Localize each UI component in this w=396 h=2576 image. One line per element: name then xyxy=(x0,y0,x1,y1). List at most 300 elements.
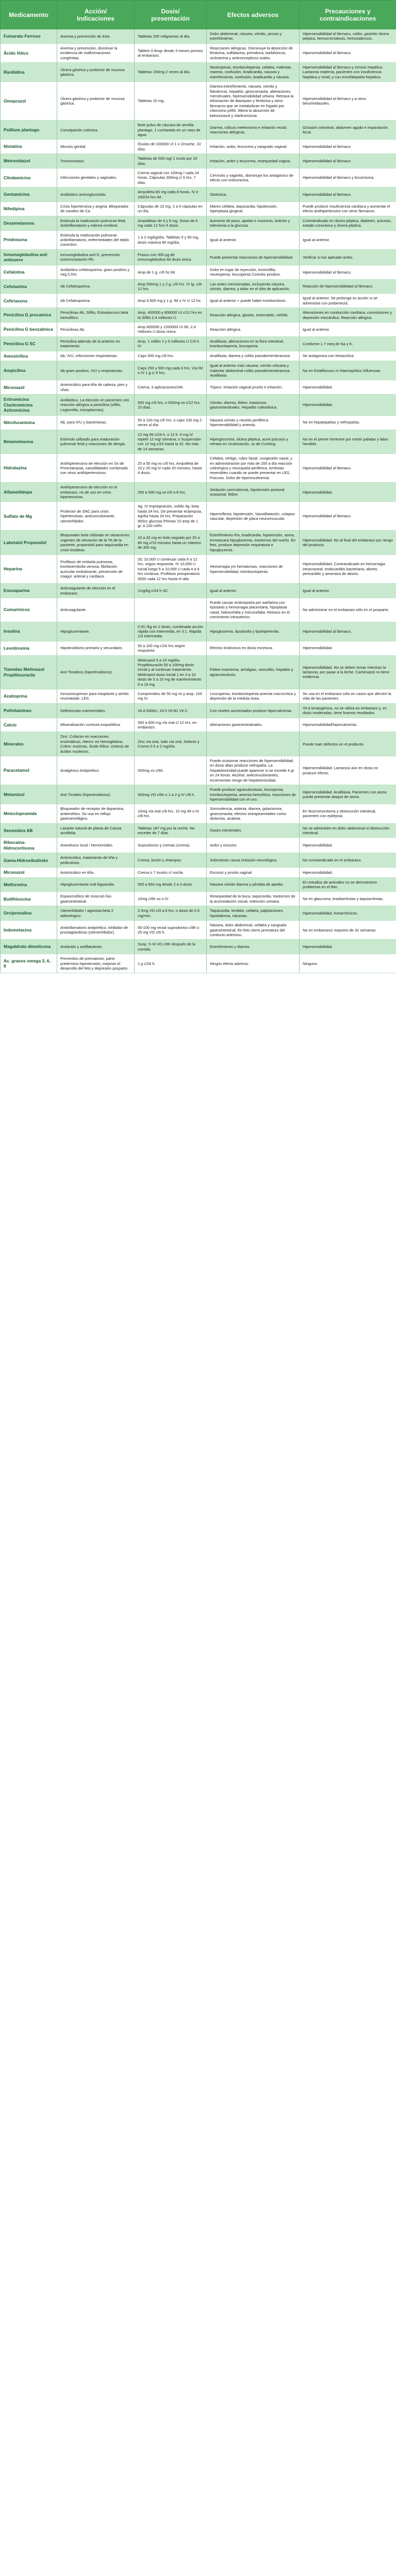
cell-dosis: Crema, 3 aplicaciones/24h. xyxy=(135,380,207,395)
table-row xyxy=(1,853,396,868)
cell-efectos: Náusea, dolor abdominal, cefalea y sangrado gastrointestinal. En feto cierre prematuro del conducto arterioso. xyxy=(207,921,300,940)
cell-dosis: 250 a 500 mg vo c/6 a 8 hrs. xyxy=(135,483,207,502)
cell-accion: Anticoagulante. xyxy=(57,598,135,622)
table-row xyxy=(1,294,396,308)
cell-accion: Constipación colónica. xyxy=(57,121,135,140)
cell-medicamento: Ceftriaxona xyxy=(1,294,57,308)
cell-accion: Antihipertensivo de elección en Sx de Preeclampsia, vasodilatador combinado con otros antihipertensivos. xyxy=(57,454,135,483)
table-row xyxy=(1,230,396,249)
cell-efectos: Con niveles aumentados produce hipercalcemia. xyxy=(207,703,300,718)
cell-medicamento: Insulina xyxy=(1,622,57,641)
cell-medicamento: Cumarínicos xyxy=(1,598,57,622)
cell-efectos: Ototóxica. xyxy=(207,188,300,202)
cell-precauciones: Hipersensibilidad. xyxy=(300,641,396,655)
table-row xyxy=(1,265,396,279)
cell-precauciones: Puede producir insuficiencia cardíaca y aumentar el efecto antihipertensivo con otros fármacos. xyxy=(300,201,396,216)
cell-medicamento: Labetalol Propanolol xyxy=(1,531,57,555)
cell-dosis: Metimazol 5 a 10 mg/día. Propiltiouracilo 50 a 100mg dosis inicial y al continuar tratamiento. Metimazol dosis inicial 1 en 3 a 10 dosis de 5 a 15 mg de mantenimiento 5 a 15 mg. xyxy=(135,655,207,689)
cell-precauciones: Hipersensibilidad. xyxy=(300,838,396,853)
cell-accion: Ab, para IVU y bacterianas. xyxy=(57,415,135,430)
table-row xyxy=(1,703,396,718)
cell-precauciones: Hipersensibilidad. xyxy=(300,868,396,878)
cell-efectos: Dolor abdominal, náusea, vómito, pirosis y estreñimiento. xyxy=(207,29,300,44)
cell-dosis: Vit A 5000U, 24 h Vit B1 Vit C. xyxy=(135,703,207,718)
cell-medicamento: Ac. grasos omega 3, 6, 9 xyxy=(1,954,57,973)
cell-accion: Inmunosupresor para trasplante y artritis reumatoide, LES. xyxy=(57,689,135,704)
cell-efectos: Puede presentar reacciones de hipersensibilidad. xyxy=(207,249,300,265)
cell-accion: Uteroinhibidor / agonista beta 2 adrenérgico. xyxy=(57,906,135,921)
cell-accion: Micosis genital. xyxy=(57,140,135,154)
cell-dosis: SC 10,000 U continuar cada 8 a 12 hrs, según respuesta. IV 10,000 U inicial luego 5 a 10,000 U cada 4 a 6 hrs continua. Profilaxis preoperatorio 5000 cada 12 hrs hasta el alta. xyxy=(135,555,207,584)
cell-medicamento: Metronidazol xyxy=(1,154,57,168)
cell-medicamento: Metformina xyxy=(1,877,57,892)
cell-accion: Analgésico Antipirético. xyxy=(57,756,135,785)
cell-dosis: Tabletas 20 mg. xyxy=(135,82,207,121)
cell-efectos: Igual al anterior más náusea, vómito urticaria y malestar abdominal colitis pseudomembranosa. Anafilaxia. xyxy=(207,361,300,380)
cell-efectos: Dolor en lugar de inyección, eosinofilia, neutropenia, leucopenia Coombs positivo. xyxy=(207,265,300,279)
cell-dosis: Crema, loción y shampoo. xyxy=(135,853,207,868)
cell-dosis: Tablets 0.4mgr desde 3 meses previos al embarazo. xyxy=(135,43,207,62)
table-row xyxy=(1,804,396,823)
cell-efectos: Irritación, ardor y leucorrea, resequedad vagina. xyxy=(207,154,300,168)
cell-medicamento: Omeprazol xyxy=(1,82,57,121)
cell-efectos: Neutropenia, trombocitopenia, cefalea, malestar, mareos, confusión, bradicardia, nausea y estreñimiento, confusión, bradicardia y náusea. xyxy=(207,63,300,82)
table-row xyxy=(1,531,396,555)
cell-medicamento: Clindamicina xyxy=(1,168,57,187)
cell-dosis: 500mg vo c/6h. xyxy=(135,756,207,785)
cell-efectos: Puede causar embriopatía por warfarina con epistaxis y hemorragia placentaria, hipoplasia nasal, hidrocefalia y microcefalia. Retraso en el crecimiento intrauterino. xyxy=(207,598,300,622)
header-precauciones: Precauciones y contraindicaciones xyxy=(300,1,396,29)
cell-medicamento: Psillium plantago xyxy=(1,121,57,140)
cell-medicamento: Nifedipina xyxy=(1,201,57,216)
cell-medicamento: Ácido fólico xyxy=(1,43,57,62)
cell-accion: Úlcera gástrica y protector de mucosa gástrica. xyxy=(57,82,135,121)
cell-accion: Antibiótico cefalosporina, gram positivo y neg 0,5%. xyxy=(57,265,135,279)
cell-precauciones: No en hepatopatías y nefropatías. xyxy=(300,415,396,430)
table-row xyxy=(1,892,396,906)
cell-accion: Bloqueador beta Utilizado en situaciones urgentes de elevación de la TA de la paciente, propanolol para taquicardia en crisis tiroideas. xyxy=(57,531,135,555)
cell-precauciones: Hipersensibilidad al fármaco. xyxy=(300,188,396,202)
cell-precauciones: Igual al anterior. Se prolonga su acción si se administra con probenecid. xyxy=(300,294,396,308)
cell-accion: Anestésico local / hemorroides. xyxy=(57,838,135,853)
header-accion: Acción/ Indicaciones xyxy=(57,1,135,29)
cell-medicamento: Polivitaminas xyxy=(1,703,57,718)
cell-precauciones: Se usa en el embarazo sólo en casos que afecten la vida de las pacientes. xyxy=(300,689,396,704)
table-row xyxy=(1,655,396,689)
cell-medicamento: Amoxicilina xyxy=(1,351,57,361)
cell-efectos: Ningún efecto adverso. xyxy=(207,954,300,973)
table-row xyxy=(1,785,396,804)
cell-efectos: Hipoglucemia, lipoatrofia y lipohipertrofia. xyxy=(207,622,300,641)
cell-precauciones: Hipersensibilidad. xyxy=(300,395,396,416)
cell-precauciones: Hipersensibilidad. Antiarrítmicos. xyxy=(300,906,396,921)
table-row xyxy=(1,555,396,584)
cell-accion: Protector de SNC para crisis hipertensivas, anticonvulsivante, uteroinhibidor. xyxy=(57,502,135,531)
cell-dosis: Supositorios y cremas (crema). xyxy=(135,838,207,853)
cell-medicamento: Metoclopramida xyxy=(1,804,57,823)
cell-efectos: Hiperreflexia, hipotensión, Vasodilatación, colapso vascular, depresión de placa neuromuscular. xyxy=(207,502,300,531)
cell-dosis: Comprimidos de 50 mg vo y amp. 100 mg IV. xyxy=(135,689,207,704)
cell-precauciones: Hipersensibilidad al fármaco y a otros benzimidazoles. xyxy=(300,82,396,121)
cell-precauciones: Hipersensibilidad al fármaco. xyxy=(300,622,396,641)
cell-efectos: Anafilaxia, diarrea y colitis pseudomembranosa. xyxy=(207,351,300,361)
cell-accion: Inmunoglobulina anti D, prevención isoinmunización Rh. xyxy=(57,249,135,265)
cell-medicamento: Penicilina G benzatínica xyxy=(1,323,57,337)
table-row xyxy=(1,732,396,756)
table-row xyxy=(1,43,396,62)
cell-medicamento: Magaldrato dimeticona xyxy=(1,940,57,954)
cell-efectos: Reacciones alérgicas. Disminuye la absorción de fenitoína, sulfalazina, primidona, barbitúricos, nicloserina y anticonceptivos orales. xyxy=(207,43,300,62)
cell-medicamento: Eritromicina Claritromicina Azitromicina xyxy=(1,395,57,416)
cell-efectos: Estreñimiento y diarrea. xyxy=(207,940,300,954)
cell-efectos xyxy=(207,732,300,756)
cell-efectos: Diarrea estreñimiento, náusea, vómito y flatulencia, hepatitis, ginecomastia, alteraciones menstruales, hipersensibilidad urbana. Retrasa la eliminación de diazepam y fenitoína y otros fármacos que se metabolizan en hígado por citocromo p450. Altera la absorción de ketoconazol y claritromicina. xyxy=(207,82,300,121)
cell-medicamento: Calcio xyxy=(1,718,57,732)
cell-medicamento: Indometacina xyxy=(1,921,57,940)
cell-precauciones: Reacción de hipersensibilidad al fármaco. xyxy=(300,279,396,294)
cell-medicamento: Tiamidas Metimazol Propiltiouracilo xyxy=(1,655,57,689)
cell-dosis: 10mg c/6h vo o IV. xyxy=(135,892,207,906)
cell-dosis: 1 a 2 mg/kg/día. Tabletas 5 y 50 mg, dosis máxima 80 mg/día. xyxy=(135,230,207,249)
cell-accion: Infecciones genitales y vaginales. xyxy=(57,168,135,187)
cell-precauciones: Hipersensibilidad. xyxy=(300,380,396,395)
table-row xyxy=(1,483,396,502)
table-row xyxy=(1,906,396,921)
cell-dosis: Crema vaginal con 100mg / cada 24 horas. Cápsulas 300mg c/ 6 hrs, 7 días. xyxy=(135,168,207,187)
cell-accion: Estimula la maduración pulmonar antiinflamatorio, enfermedades del tejido conectivo. xyxy=(57,230,135,249)
cell-precauciones: Hipersensibilidad al fármaco. xyxy=(300,43,396,62)
cell-medicamento: Orciprenalina xyxy=(1,906,57,921)
cell-efectos: Alteraciones gastrointestinales. xyxy=(207,718,300,732)
cell-precauciones: Hipersensibilidad. Anafilaxia. Pacientes con asma puede presentar ataque de asma. xyxy=(300,785,396,804)
cell-medicamento: Prednisona xyxy=(1,230,57,249)
cell-accion: Ab Cefalosporina. xyxy=(57,294,135,308)
cell-dosis: Zinc vía oral, Iodo vía oral, Selenio y Cromo 0.5 a 2 mg/día. xyxy=(135,732,207,756)
table-row xyxy=(1,168,396,187)
cell-precauciones: No administrar en el embarazo sólo en el posparto. xyxy=(300,598,396,622)
cell-efectos: Cefalea, vértigo, rubor facial, congestión nasal, y en administración por más de 200 a día reacción colinérgica y neuropatía periférica. Arritmias reversibles cuando se puede presentar en LES. Psicosis. Dolor de hiperinsulinemia. xyxy=(207,454,300,483)
cell-medicamento: Nistatina xyxy=(1,140,57,154)
drug-table xyxy=(0,0,396,973)
cell-dosis: 500 a 850 mg desde 2 a 3 dosis. xyxy=(135,877,207,892)
cell-medicamento: Inmunoglobulina anti antisuero xyxy=(1,249,57,265)
cell-medicamento: Fumarato Ferroso xyxy=(1,29,57,44)
cell-efectos: Anafilaxia, alteraciones en la flora intestinal, trombocitopenia, leucopenia. xyxy=(207,336,300,351)
cell-medicamento: Nitrofurantoína xyxy=(1,415,57,430)
cell-medicamento: Metamizol xyxy=(1,785,57,804)
cell-dosis: Ampolleta 80 mg cada 8 horas. IV e 160/24 hrs IM. xyxy=(135,188,207,202)
cell-efectos: Mareo cefalea, taquicardia, hipotensión, hiperplasia gingival. xyxy=(207,201,300,216)
cell-dosis: Tabletas 150mg 2 veces al día. xyxy=(135,63,207,82)
cell-dosis: 300 a 600 mg vía oral c/ 12 hrs, en embarazo. xyxy=(135,718,207,732)
cell-medicamento: Cefotaxima xyxy=(1,279,57,294)
cell-accion: Antimicótico, tratamiento de tiña y pediculosis. xyxy=(57,853,135,868)
table-row xyxy=(1,584,396,598)
table-row xyxy=(1,430,396,454)
cell-efectos: Puede producir agranulocitosis, leucopenia, trombocitopenia, anemia hemolítica, reacciones de hipersensibilidad con el uso. xyxy=(207,785,300,804)
cell-dosis: Caps 250 y 500 mg cada 6 hrs. Vía IM o IV 1 g c/ 6 hrs. xyxy=(135,361,207,380)
cell-dosis: 1mg/kg c/24 h SC. xyxy=(135,584,207,598)
cell-precauciones: Hipersensibilidad. xyxy=(300,483,396,502)
cell-accion: Crisis hipertensiva y angina. Bloqueador de canales de Ca. xyxy=(57,201,135,216)
table-row xyxy=(1,140,396,154)
cell-accion: Laxante natural de planta de Cassia acutifolia. xyxy=(57,823,135,838)
table-row xyxy=(1,336,396,351)
cell-dosis: 50-100 mg rectal supositorios c/8h o 25 mg VO c/6 h. xyxy=(135,921,207,940)
cell-precauciones: Verificar si fue aplicado antes. xyxy=(300,249,396,265)
table-row xyxy=(1,121,396,140)
cell-efectos: Somnolencia, astenia, diarrea, galactorrea, ginecomastia, efectos extrapiramidales como distonías, acatisia. xyxy=(207,804,300,823)
header-row xyxy=(1,1,396,29)
table-header xyxy=(1,1,396,29)
cell-dosis: 10 a 20 mg en bolo seguido por 20 a 80 mg c/10 minutos hasta un máximo de 300 mg. xyxy=(135,531,207,555)
cell-efectos: Irritación, ardor, leucorrea y sangrado vaginal. xyxy=(207,140,300,154)
cell-medicamento: Levotiroxina xyxy=(1,641,57,655)
cell-accion: Estimulo utilizado para maduración pulmonar fetal y reacciones de alergia. xyxy=(57,430,135,454)
cell-precauciones: Contraindicado en úlcera péptica, diabetes, psicosis, estado convulsivo y úlcera péptica. xyxy=(300,216,396,230)
cell-dosis: Ag. IV impregnación, solido 4g, bota hasta 24 hrs. De presentar eclampsia, 4g/día hasta 24 hrs. Preparación 900cc glucosa 5%mas 10 amp de 1 gr. A 100 ml/hr. xyxy=(135,502,207,531)
table-row xyxy=(1,954,396,973)
cell-medicamento: Betametasona xyxy=(1,430,57,454)
cell-precauciones: Vit A teratogénica, no se utiliza en embarazo y, en dosis moderadas, tiene buenos resultados. xyxy=(300,703,396,718)
cell-dosis: Caps 500 mg c/8 hrs. xyxy=(135,351,207,361)
table-row xyxy=(1,877,396,892)
cell-dosis: Frasco con 300 µg de inmunoglobulina IM dosis única. xyxy=(135,249,207,265)
cell-efectos: Resequedad de la boca, taquicardia, trastornos de la acomodación visual, retención urinaria. xyxy=(207,892,300,906)
cell-dosis: Bote polvo de cáscara de semilla plantago, 1 cucharada en un vaso de agua. xyxy=(135,121,207,140)
cell-precauciones: No en Estafilococo ni Haemophilus influenzae. xyxy=(300,361,396,380)
table-row xyxy=(1,823,396,838)
cell-efectos: Ardor y escozor. xyxy=(207,838,300,853)
cell-accion: Anti Tiroideos (hipertiroidismo). xyxy=(57,655,135,689)
cell-medicamento: Alfametildopa xyxy=(1,483,57,502)
cell-efectos: Sedación somnolencia, hipotensión postural ocasional, fiebre. xyxy=(207,483,300,502)
cell-medicamento: Gentamicina xyxy=(1,188,57,202)
cell-precauciones: Conforme 1.7 meq de Na y K. xyxy=(300,336,396,351)
cell-efectos: Hiperglucemia, úlcera péptica, acné psicosis y retraso en cicatrización, sx de Cushing. xyxy=(207,430,300,454)
table-row xyxy=(1,868,396,878)
cell-efectos: Cervicitis y vaginitis, disminuye los antagónico de efecto con eritromicina. xyxy=(207,168,300,187)
cell-accion: Zinc: Cofactor en reacciones enzimáticas, Hierro: en hemoglobina, Cobre: enzimas, Ácido fólico: síntesis de ácidos nucleicos. xyxy=(57,732,135,756)
table-row xyxy=(1,838,396,853)
cell-dosis: Amp 600000 y 1200000 UI IM, 2,4 millones U dosis única. xyxy=(135,323,207,337)
cell-dosis: Tabletas 200 miligramos al día. xyxy=(135,29,207,44)
cell-efectos: Estreñimiento frío, bradicardia, hipotensión, asma, enmascara hipoglucemia, trastornos del sueño. En feto, produce depresión respiratoria e hipoglucemia. xyxy=(207,531,300,555)
cell-dosis: Susp. 5 ml VO c/6h después de la comida. xyxy=(135,940,207,954)
cell-accion: Anticoagulante de elección en el embarazo. xyxy=(57,584,135,598)
cell-dosis: Crema o 7 óvulos c/ noche. xyxy=(135,868,207,878)
table-row xyxy=(1,63,396,82)
cell-dosis: Amp. 400000 y 800000 UI c/12 hrs en la Sífilis 2,4 millones U. xyxy=(135,308,207,323)
cell-precauciones: No en glaucoma, bradiarritmias y taquiarritmias. xyxy=(300,892,396,906)
cell-dosis: Ampolletas de 4 y 8 mg. Dosis de 6 mg cada 12 hrs/ 4 dosis. xyxy=(135,216,207,230)
cell-efectos: Diarrea, cólicos meteorismo e irritación rectal, reacciones alérgicas. xyxy=(207,121,300,140)
cell-precauciones: No en el primer trimestre por existir paladar y labio hendido. xyxy=(300,430,396,454)
cell-medicamento: Azatioprina xyxy=(1,689,57,704)
cell-precauciones: Oclusión intestinal, abdomen agudo e impactación fecal. xyxy=(300,121,396,140)
cell-efectos: Leucopenia, trombocitopenia anemia macrocítica y depresión de la médula ósea. xyxy=(207,689,300,704)
cell-accion: Antibiótico aminoglucósido. xyxy=(57,188,135,202)
cell-dosis: 10mg vía oral c/8 hrs. 10 mg IM o IV c/8 hrs. xyxy=(135,804,207,823)
header-dosis: Dosis/ presentación xyxy=(135,1,207,29)
cell-efectos: Náusea vómito diarrea y pérdida de apetito. xyxy=(207,877,300,892)
cell-dosis: Amp 0.500 mg y 1 g. IM o IV c/ 12 hs. xyxy=(135,294,207,308)
cell-precauciones: Hipersensibilidad al fármaco. xyxy=(300,454,396,483)
table-row xyxy=(1,921,396,940)
cell-medicamento: Enoxaparina xyxy=(1,584,57,598)
table-row xyxy=(1,216,396,230)
cell-accion: Penicilina además de la anterior en tratamiento. xyxy=(57,336,135,351)
table-row xyxy=(1,380,396,395)
cell-dosis: Amp 500mg 1 y 2 g, c/6 hrs. IV lg, c/8-12 hrs. xyxy=(135,279,207,294)
cell-accion: Antihipertensivo de elección en el embarazo, no de uso en crisis hipertensivas. xyxy=(57,483,135,502)
cell-dosis: 0.5U /kg en 2 dosis, combinada acción rápida con intermedia, en 3:1. Rápida 1/3 intermedia. xyxy=(135,622,207,641)
cell-efectos: Fiebre exantema, artralgias, vasculitis, hepatitis y agranulocitosis. xyxy=(207,655,300,689)
cell-accion: Hipotiroidismo primario y secundario. xyxy=(57,641,135,655)
cell-medicamento: Miconazol xyxy=(1,868,57,878)
table-row xyxy=(1,454,396,483)
cell-medicamento: Miconazol xyxy=(1,380,57,395)
table-row xyxy=(1,718,396,732)
cell-precauciones: Hipersensibilidad. No se deben tomar mientras la lactancia, por pasar a la leche. Carbimazol no tiene evidencia. xyxy=(300,655,396,689)
cell-dosis: 25 a 50 mg vo c/6 hrs. Ampolleta de 10 y 20 mg IV cada 20 minutos, hasta 4 dosis. xyxy=(135,454,207,483)
cell-medicamento: Penicilina G procaínica xyxy=(1,308,57,323)
table-row xyxy=(1,29,396,44)
table-row xyxy=(1,201,396,216)
cell-accion: Deficiencias nutrimentales. xyxy=(57,703,135,718)
table-row xyxy=(1,622,396,641)
cell-accion: Antiinflamatorio antipirético, inhibidor de prostaglandinas (uteroinhibidor). xyxy=(57,921,135,940)
cell-efectos: Igual al anterior + puede haber trombocitosis. xyxy=(207,294,300,308)
table-row xyxy=(1,188,396,202)
cell-accion: Profilaxis de embolia pulmonar, tromboembolia venosa, fibrilación auricular embolizante, prevención de coagul. arterial y cardiaca. xyxy=(57,555,135,584)
cell-medicamento: Hidralazina xyxy=(1,454,57,483)
cell-medicamento: Gama-Hidroxibutirato xyxy=(1,853,57,868)
cell-efectos: Puede ocasionar reacciones de hipersensibilidad; en dosis altas produce nefropatía. La hepatotoxicidad puede aparecer si se excede 4 gr en 24 horas. Alcohol, anticonvulsivantes, incrementan riesgo de hepatotoxicidad. xyxy=(207,756,300,785)
cell-medicamento: Butilhioscina xyxy=(1,892,57,906)
table-row xyxy=(1,598,396,622)
cell-efectos: Las antes mencionadas, incluyendo náusea, vómito, diarrea, y dolor en el sitio de aplicación. xyxy=(207,279,300,294)
cell-medicamento: Sulfato de Mg xyxy=(1,502,57,531)
cell-precauciones: Hipersensibilidad. Lactancia aún en dosis no produce efecto. xyxy=(300,756,396,785)
cell-precauciones: Se antagoniza con tetraciclina. xyxy=(300,351,396,361)
cell-precauciones: Hipersensibilidad al fármaco. xyxy=(300,140,396,154)
cell-accion: Antibiótico. La elección en pacientes con reacción alérgica a penicilina (sífilis, Legionella, micoplasmas). xyxy=(57,395,135,416)
cell-accion: Ab gram positivo, IVU y respiratorias. xyxy=(57,361,135,380)
cell-precauciones: Alteraciones en conducción cardíaca, convulsiones y depresión miocárdica. Reacción alérgica. xyxy=(300,308,396,323)
cell-precauciones: Hipersensibilidad al fármaco y cirrosis hepática. Lactancia materna, pacientes con insuficiencia hepática y renal; y con encefalopatía hepática. xyxy=(300,63,396,82)
cell-accion: Anemia y prevención, disminuir la incidencia de malformaciones congénitas. xyxy=(57,43,135,62)
cell-precauciones: Igual al anterior. xyxy=(300,323,396,337)
cell-accion: Hipoglucemiante oral biguanida. xyxy=(57,877,135,892)
table-row xyxy=(1,502,396,531)
cell-efectos: Taquicardia, temblor, cefalea, palpitaciones, hipokalemia, náuseas. xyxy=(207,906,300,921)
cell-efectos: Efectos tirotóxicos en dosis excesiva. xyxy=(207,641,300,655)
cell-medicamento: Penicilina G SC xyxy=(1,336,57,351)
cell-efectos: Aumento de peso, apetito e insomnio, boliche y tolerancia a la glucosa. xyxy=(207,216,300,230)
cell-dosis: 1 g c/24 h. xyxy=(135,954,207,973)
cell-precauciones: Hipersensibilidad al fármaco y lincomicina. xyxy=(300,168,396,187)
cell-efectos: Náusea vómito y neuritis periférica hipersensibilidad y anemia. xyxy=(207,415,300,430)
cell-accion: Antiácido y antiflatulento. xyxy=(57,940,135,954)
cell-medicamento: Ribocaína-Hidrocortisona xyxy=(1,838,57,853)
cell-accion: Hipoglucemiante. xyxy=(57,622,135,641)
cell-dosis: 500 mg c/6 hrs, o 500mg vo c/12 hrs. 10 días. xyxy=(135,395,207,416)
cell-precauciones: No contraindicado en el embarazo. xyxy=(300,853,396,868)
table-row xyxy=(1,641,396,655)
table-row xyxy=(1,82,396,121)
cell-accion: Estimula la maduración pulmonar fetal. Antiinflamatorio y edema cerebral. xyxy=(57,216,135,230)
cell-medicamento: Paracetamol xyxy=(1,756,57,785)
cell-accion: Ab, IVU, infecciones respiratorias. xyxy=(57,351,135,361)
cell-efectos: Reacción alérgica, glositis, estomatitis, nefritis. xyxy=(207,308,300,323)
cell-dosis: 500mg VO c/6h o 1 a 2 g IV c/8 h. xyxy=(135,785,207,804)
cell-efectos: Hemorragia y/o hematomas, reacciones de hipersensibilidad, trombocitopenia. xyxy=(207,555,300,584)
cell-precauciones: Hipersensibilidad/hipercalcemia. xyxy=(300,718,396,732)
cell-accion: Anti Tiroideo (hipertiroidismo). xyxy=(57,785,135,804)
table-row xyxy=(1,415,396,430)
cell-efectos: Igual al anterior. xyxy=(207,230,300,249)
cell-precauciones: Igual al anterior. xyxy=(300,584,396,598)
cell-medicamento: Senósidos AB xyxy=(1,823,57,838)
cell-precauciones: No en embarazos mayores de 32 semanas. xyxy=(300,921,396,940)
cell-medicamento: Minerales xyxy=(1,732,57,756)
cell-efectos: Vómito, diarrea, fiebre, trastornos gastrointestinales. Hepatitis colestásica. xyxy=(207,395,300,416)
cell-efectos: Igual al anterior. xyxy=(207,584,300,598)
cell-medicamento: Cefalotina xyxy=(1,265,57,279)
cell-accion: Ab Cefalosporina. xyxy=(57,279,135,294)
cell-efectos: Reacción alérgica. xyxy=(207,323,300,337)
table-row xyxy=(1,279,396,294)
table-row xyxy=(1,940,396,954)
cell-dosis: Óvulos de 100000 UI 1 o 2/noche, 10 días. xyxy=(135,140,207,154)
table-row xyxy=(1,323,396,337)
table-row xyxy=(1,249,396,265)
cell-precauciones: En feocromocitoma y obstrucción intestinal, pacientes con epilepsia. xyxy=(300,804,396,823)
cell-efectos: Escozor y prurito vaginal. xyxy=(207,868,300,878)
cell-dosis: 2.5mg VO c/4 a 6 hrs, o dosis de 0.5 mg/min. xyxy=(135,906,207,921)
table-row xyxy=(1,689,396,704)
cell-medicamento: Ranitidina xyxy=(1,63,57,82)
cell-dosis: 50 a 100 mg c/6 hrs. o caps 100 mg 2 veces al día. xyxy=(135,415,207,430)
cell-medicamento: Heparina xyxy=(1,555,57,584)
cell-accion: Antimicótico para tiña de cabeza, pies y uñas. xyxy=(57,380,135,395)
cell-dosis: 12 mg IM c/24 h. o 12 h. 6 mg IV repetir 12 mg/ semana, o Suspensión con 12 mg c/24 hasta la 32. No más de 14 semanas. xyxy=(135,430,207,454)
cell-precauciones: En estudios de animales no se demostraron problemas en el feto. xyxy=(300,877,396,892)
cell-accion: Penicilinas Ab. xyxy=(57,323,135,337)
cell-precauciones: Hipersensibilidad al fármaco. xyxy=(300,265,396,279)
cell-precauciones: Puede traer defectos en el producto. xyxy=(300,732,396,756)
cell-dosis: Amp de 1 g. c/6 hs IM. xyxy=(135,265,207,279)
cell-dosis: Tabletas de 500 mg/ 1 óvulo por 10 días. xyxy=(135,154,207,168)
cell-precauciones: Hipersensibilidad. Contraindicado en hemorragia intracraneal, endocarditis bacteriana, aborto, pericarditis y amenaza de aborto. xyxy=(300,555,396,584)
table-body xyxy=(1,29,396,973)
header-medicamento: Medicamento xyxy=(1,1,57,29)
cell-precauciones: Ninguno. xyxy=(300,954,396,973)
cell-precauciones: Hipersensibilidad al fármaco, colitis, gastritis úlcera péptica, hemocromatosis, hemosiderosis. xyxy=(300,29,396,44)
cell-accion: Preventivo de prematurez, parto pretérmino hipertensión; mejoran el desarrollo del feto y depresión posparto. xyxy=(57,954,135,973)
cell-dosis: Tabletas 187 mg por la noche. No exceder de 7 días. xyxy=(135,823,207,838)
table-row xyxy=(1,308,396,323)
cell-dosis: Amp. 1 millón 2 y 5 millones U C/4 h IV. xyxy=(135,336,207,351)
cell-accion: Mineralización correcta esquelética. xyxy=(57,718,135,732)
cell-precauciones: Hipersensibilidad al fármaco. xyxy=(300,502,396,531)
cell-dosis xyxy=(135,598,207,622)
cell-dosis: 50 a 100 mg c/24 hrs según respuesta. xyxy=(135,641,207,655)
cell-accion: Anemia y prevención de ésta. xyxy=(57,29,135,44)
cell-precauciones: Hipersensibilidad. xyxy=(300,940,396,954)
cell-medicamento: Dexametasona xyxy=(1,216,57,230)
